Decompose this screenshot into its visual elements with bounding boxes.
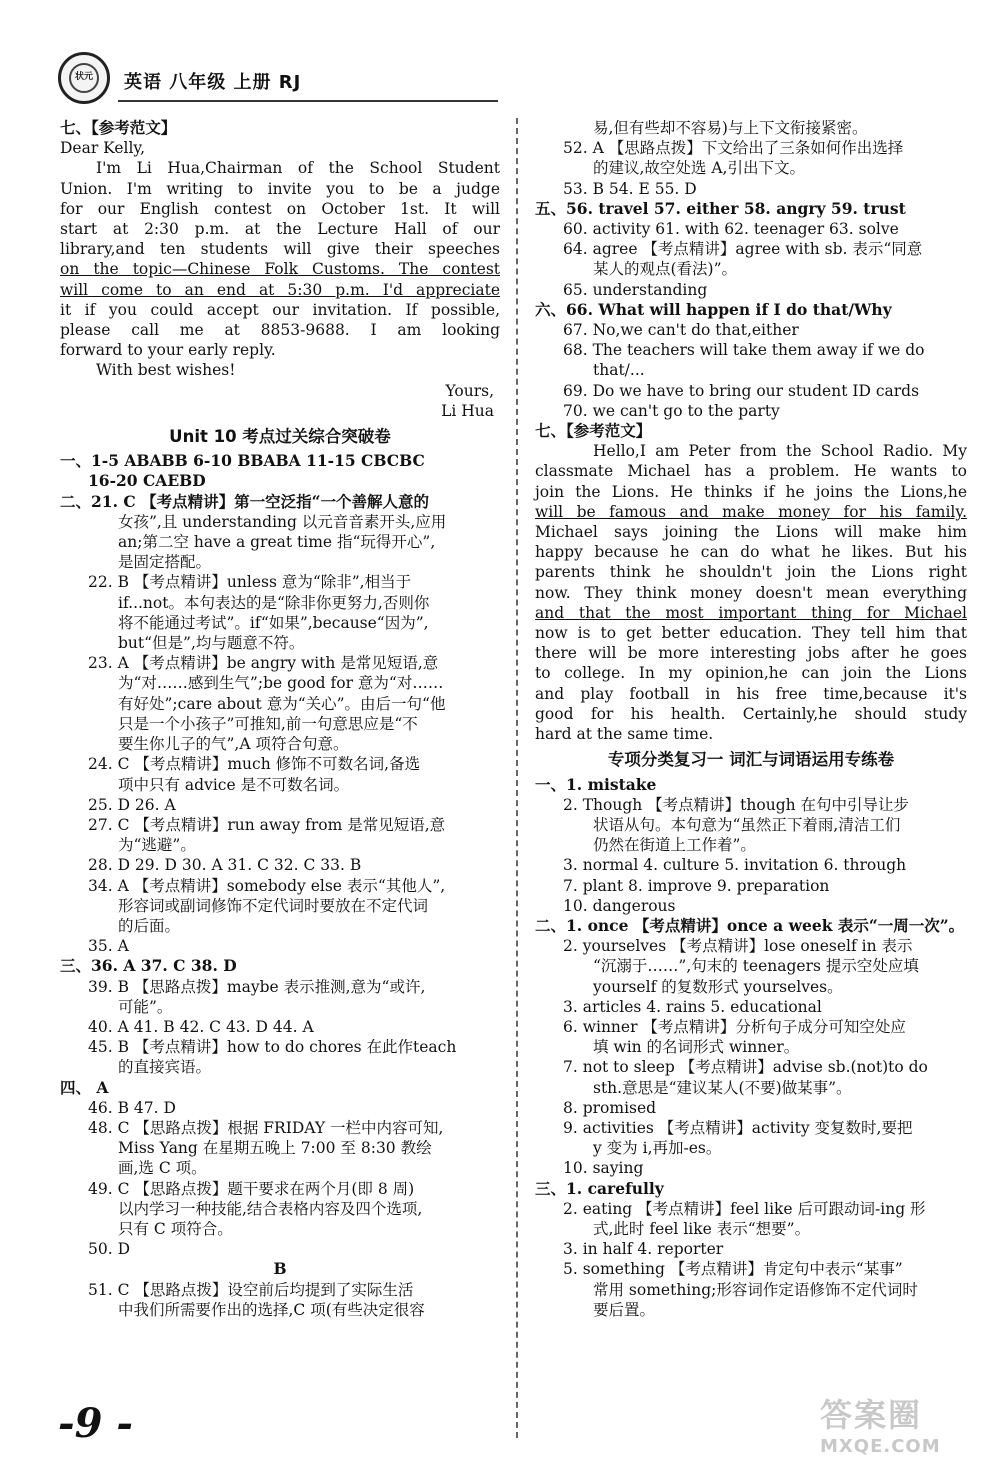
right-text-line: happy because he can do what he likes. But his xyxy=(535,543,967,562)
left-text-line: 七、【参考范文】 xyxy=(60,118,177,137)
left-text-line: 35. A xyxy=(88,937,129,956)
right-text-line: 6. winner 【考点精讲】分析句子成分可知空处应 xyxy=(563,1017,906,1036)
logo-text: 状元 xyxy=(74,72,93,82)
right-text-line: 68. The teachers will take them away if we do xyxy=(563,341,925,360)
right-text-line: Hello,I am Peter from the School Radio. My xyxy=(593,442,967,461)
left-column xyxy=(60,118,500,1320)
left-text-line: 要生你儿子的气”,A 项符合句意。 xyxy=(118,735,349,754)
left-text-line: With best wishes! xyxy=(96,361,236,380)
right-text-line: 2. Though 【考点精讲】though 在句中引导让步 xyxy=(563,795,910,814)
right-text-line: 3. in half 4. reporter xyxy=(563,1240,724,1259)
right-text-line: 64. agree 【考点精讲】agree with sb. 表示“同意 xyxy=(563,240,923,259)
left-text-line: I'm Li Hua,Chairman of the School Student xyxy=(96,159,500,178)
right-text-line: 10. saying xyxy=(563,1159,644,1178)
left-text-line: 只是一个小孩子”可推知,前一句意思应是“不 xyxy=(118,714,418,733)
right-text-line: 53. B 54. E 55. D xyxy=(563,179,697,198)
right-text-line: 8. promised xyxy=(563,1098,657,1117)
left-text-line: 中我们所需要作出的选择,C 项(有些决定很容 xyxy=(118,1300,425,1319)
left-text-line: for our English contest on October 1st. It will xyxy=(60,199,500,218)
book-title: 英语 八年级 上册 RJ xyxy=(124,72,302,93)
right-text-line: 三、1. carefully xyxy=(535,1178,664,1198)
left-text-line: 45. B 【考点精讲】how to do chores 在此作teach xyxy=(88,1038,457,1057)
right-text-line: 专项分类复习一 词汇与词语运用专练卷 xyxy=(607,750,895,770)
right-text-line: 69. Do we have to bring our student ID cards xyxy=(563,381,920,400)
left-text-line: 二、21. C 【考点精讲】第一空泛指“一个善解人意的 xyxy=(60,491,430,511)
right-text-line: 10. dangerous xyxy=(563,896,676,915)
right-text-line: 5. something 【考点精讲】肯定句中表示“某事” xyxy=(563,1260,903,1279)
right-text-line: now. They think money doesn't mean everything xyxy=(535,583,967,602)
right-text-line: 式,此时 feel like 表示“想要”。 xyxy=(593,1219,811,1238)
left-text-line: 34. A 【考点精讲】somebody else 表示“其他人”, xyxy=(88,876,446,895)
left-text-line: 四、 A xyxy=(60,1077,109,1097)
page-number: -9 - xyxy=(58,1400,133,1447)
left-text-line: 48. C 【思路点拨】根据 FRIDAY 一栏中内容可知, xyxy=(88,1118,444,1137)
right-text-line: hard at the same time. xyxy=(535,725,714,744)
left-text-line: it if you could accept our invitation. If possible, xyxy=(60,300,500,319)
page-header xyxy=(58,52,498,112)
right-text-line: and that the most important thing for Michael xyxy=(535,603,967,622)
column-divider xyxy=(516,118,518,1438)
left-text-line: forward to your early reply. xyxy=(60,341,276,360)
left-text-line: Li Hua xyxy=(441,401,494,420)
left-text-line: 28. D 29. D 30. A 31. C 32. C 33. B xyxy=(88,856,362,875)
left-text-line: 22. B 【考点精讲】unless 意为“除非”,相当于 xyxy=(88,573,412,592)
left-text-line: 项中只有 advice 是不可数名词。 xyxy=(118,775,350,794)
left-text-line: Miss Yang 在星期五晚上 7:00 至 8:30 教绘 xyxy=(118,1139,432,1158)
left-text-line: on the topic—Chinese Folk Customs. The contest xyxy=(60,260,500,279)
left-text-line: 46. B 47. D xyxy=(88,1098,176,1117)
right-text-line: 常用 something;形容词作定语修饰不定代词时 xyxy=(593,1280,918,1299)
right-text-line: 六、66. What will happen if I do that/Why xyxy=(535,299,892,319)
watermark-line2: MXQE.COM xyxy=(820,1436,941,1457)
left-text-line: will come to an end at 5:30 p.m. I'd appreciate xyxy=(60,280,500,299)
left-text-line: 16-20 CAEBD xyxy=(88,471,206,491)
left-text-line: 39. B 【思路点拨】maybe 表示推测,意为“或许, xyxy=(88,977,426,996)
left-text-line: 是固定搭配。 xyxy=(118,553,212,572)
left-text-line: 将不能通过考试”。if“如果”,because“因为”, xyxy=(118,613,429,632)
left-text-line: 为“对……感到生气”;be good for 意为“对…… xyxy=(118,674,444,693)
right-text-line: parents think he shouldn't join the Lions right xyxy=(535,563,967,582)
right-text-line: now is to get better education. They tell him that xyxy=(535,624,967,643)
left-text-line: 女孩”,且 understanding 以元音音素开头,应用 xyxy=(118,512,447,531)
right-text-line: 2. eating 【考点精讲】feel like 后可跟动词-ing 形 xyxy=(563,1199,926,1218)
left-text-line: library,and ten students will give their speeches xyxy=(60,240,500,259)
left-text-line: an;第二空 have a great time 指“玩得开心”, xyxy=(118,533,436,552)
header-rule xyxy=(118,100,498,102)
right-text-line: y 变为 i,再加-es。 xyxy=(593,1139,722,1158)
right-text-line: good for his health. Certainly,he should study xyxy=(535,704,967,723)
page-number-value: 9 xyxy=(74,1400,103,1447)
right-text-line: 要后置。 xyxy=(593,1300,656,1319)
left-text-line: 23. A 【考点精讲】be angry with 是常见短语,意 xyxy=(88,654,439,673)
left-text-line: 只有 C 项符合。 xyxy=(118,1219,233,1238)
left-text-line: 三、36. A 37. C 38. D xyxy=(60,956,237,976)
right-text-line: to college. In my opinion,he can join the Lions xyxy=(535,664,967,683)
left-text-line: 40. A 41. B 42. C 43. D 44. A xyxy=(88,1017,314,1036)
right-text-line: 7. not to sleep 【考点精讲】advise sb.(not)to do xyxy=(563,1058,928,1077)
left-text-line: 形容词或副词修饰不定代词时要放在不定代词 xyxy=(118,896,429,915)
right-text-line: classmate Michael has a problem. He wants to xyxy=(535,462,967,481)
left-text-line: if...not。本句表达的是“除非你更努力,否则你 xyxy=(118,593,430,612)
left-text-line: 49. C 【思路点拨】题干要求在两个月(即 8 周) xyxy=(88,1179,415,1198)
right-text-line: 七、【参考范文】 xyxy=(535,421,652,441)
left-text-line: 的直接宾语。 xyxy=(118,1058,212,1077)
right-text-line: 一、1. mistake xyxy=(535,774,657,794)
right-text-line: sth.意思是“建议某人(不要)做某事”。 xyxy=(593,1078,852,1097)
right-text-line: 60. activity 61. with 62. teenager 63. solve xyxy=(563,220,899,239)
right-text-line: 9. activities 【考点精讲】activity 变复数时,要把 xyxy=(563,1118,913,1137)
left-text-line: 24. C 【考点精讲】much 修饰不可数名词,备选 xyxy=(88,755,421,774)
left-text-line: 25. D 26. A xyxy=(88,795,176,814)
right-text-line: join the Lions. He thinks if he joins the Lions,he xyxy=(535,482,967,501)
right-text-line: will be famous and make money for his family. xyxy=(535,502,967,521)
right-text-line: 52. A 【思路点拨】下文给出了三条如何作出选择 xyxy=(563,139,904,158)
left-text-line: 有好处”;care about 意为“关心”。由后一句“他 xyxy=(118,694,446,713)
right-text-line: Michael says joining the Lions will make him xyxy=(535,523,967,542)
right-text-line: 仍然在街道上工作着”。 xyxy=(593,836,756,855)
right-text-line: 3. normal 4. culture 5. invitation 6. through xyxy=(563,856,907,875)
right-text-line: there will be more interesting jobs after he goes xyxy=(535,644,967,663)
right-text-line: 易,但有些却不容易)与上下文衔接紧密。 xyxy=(593,119,868,137)
right-column xyxy=(535,118,967,1320)
right-text-line: 70. we can't go to the party xyxy=(563,401,780,420)
left-text-line: 画,选 C 项。 xyxy=(118,1159,207,1178)
right-text-line: 某人的观点(看法)”。 xyxy=(593,260,738,279)
left-text-line: 以内学习一种技能,结合表格内容及四个选项, xyxy=(118,1199,423,1218)
right-text-line: 填 win 的名词形式 winner。 xyxy=(593,1038,800,1057)
left-text-line: Unit 10 考点过关综合突破卷 xyxy=(169,427,391,447)
right-text-line: and play football in his free time,because it's xyxy=(535,684,967,703)
left-text-line: Yours, xyxy=(445,381,494,400)
left-text-line: 一、1-5 ABABB 6-10 BBABA 11-15 CBCBC xyxy=(60,451,425,471)
right-text-line: 二、1. once 【考点精讲】once a week 表示“一周一次”。 xyxy=(535,915,965,935)
left-text-line: 为“逃避”。 xyxy=(118,836,196,855)
right-text-line: that/... xyxy=(593,361,645,380)
right-text-line: 的建议,故空处选 A,引出下文。 xyxy=(593,159,805,178)
watermark xyxy=(820,1390,980,1457)
left-text-line: but“但是”,均与题意不符。 xyxy=(118,634,305,653)
watermark-line1: 答案圈 xyxy=(820,1396,923,1434)
left-text-line: 的后面。 xyxy=(118,916,181,935)
right-text-line: 7. plant 8. improve 9. preparation xyxy=(563,876,830,895)
right-text-line: 65. understanding xyxy=(563,280,708,299)
right-text-line: yourself 的复数形式 yourselves。 xyxy=(593,977,843,996)
left-text-line: Dear Kelly, xyxy=(60,139,146,158)
left-text-line: please call me at 8853-9688. I am looking xyxy=(60,321,500,340)
left-text-line: Union. I'm writing to invite you to be a judge xyxy=(60,179,500,198)
right-text-line: “沉溺于……”,句末的 teenagers 提示空处应填 xyxy=(593,957,919,976)
right-text-line: 状语从句。本句意为“虽然正下着雨,清洁工们 xyxy=(593,815,901,834)
left-text-line: 50. D xyxy=(88,1240,131,1259)
publisher-logo xyxy=(58,52,110,104)
right-text-line: 2. yourselves 【考点精讲】lose oneself in 表示 xyxy=(563,937,913,956)
left-text-line: start at 2:30 p.m. at the Lecture Hall of our xyxy=(60,220,500,239)
left-text-line: 51. C 【思路点拨】设空前后均提到了实际生活 xyxy=(88,1280,414,1299)
right-text-line: 五、56. travel 57. either 58. angry 59. trust xyxy=(535,198,906,218)
left-text-line: B xyxy=(273,1259,287,1279)
left-text-line: 27. C 【考点精讲】run away from 是常见短语,意 xyxy=(88,815,446,834)
right-text-line: 67. No,we can't do that,either xyxy=(563,321,799,340)
left-text-line: 可能”。 xyxy=(118,997,173,1016)
right-text-line: 3. articles 4. rains 5. educational xyxy=(563,997,822,1016)
